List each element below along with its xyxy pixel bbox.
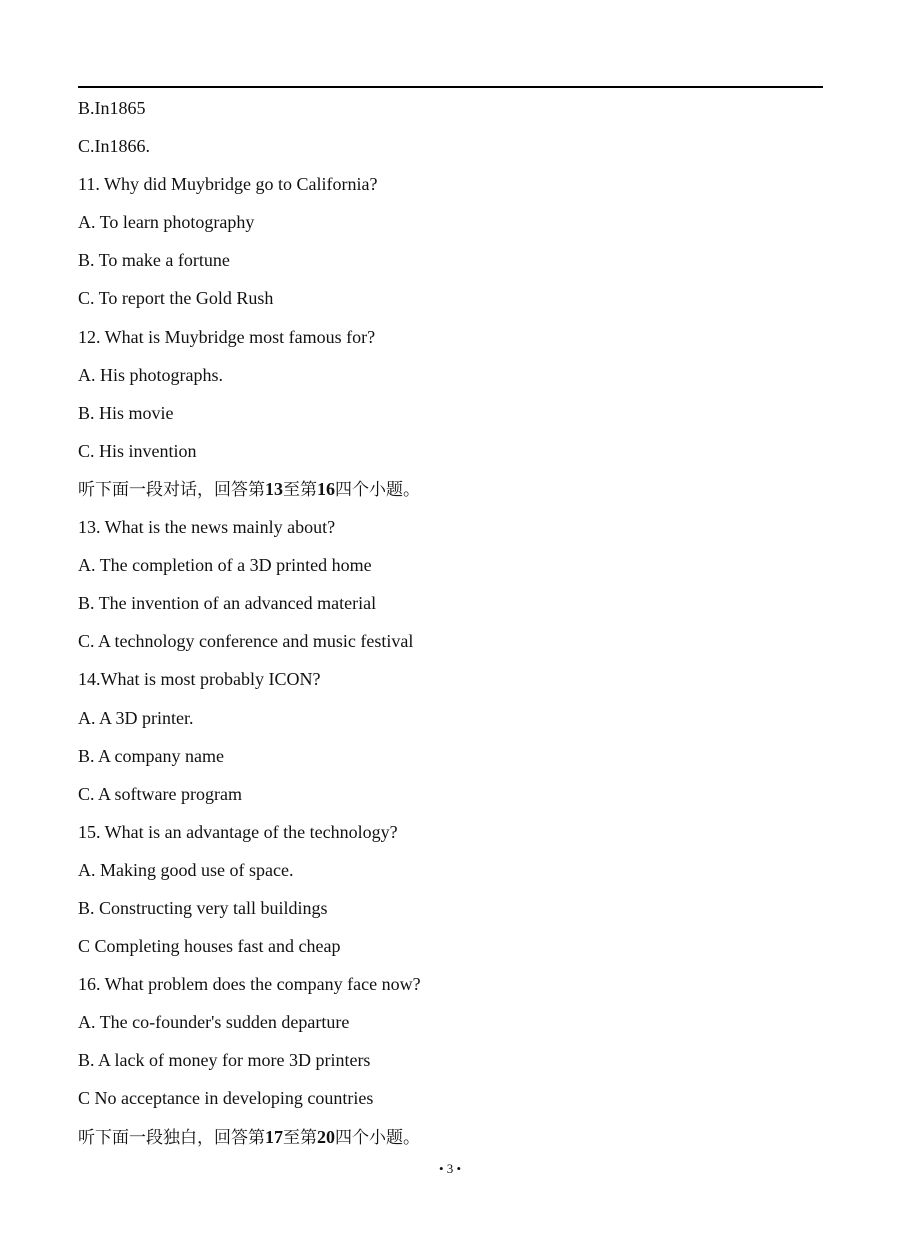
- option-line: A. His photographs.: [78, 364, 223, 385]
- option-line: B.In1865: [78, 98, 146, 118]
- option-line: B. Constructing very tall buildings: [78, 897, 328, 918]
- option-line: C Completing houses fast and cheap: [78, 936, 341, 957]
- question-line: 11. Why did Muybridge go to California?: [78, 174, 378, 195]
- option-line: A. The co-founder's sudden departure: [78, 1012, 350, 1033]
- option-line: A. To learn photography: [78, 212, 255, 233]
- option-line: A. The completion of a 3D printed home: [78, 555, 372, 576]
- question-list: [78, 95, 838, 1162]
- option-line: C No acceptance in developing countries: [78, 1088, 374, 1109]
- option-line: C.In1866.: [78, 136, 150, 157]
- section-instruction: [78, 476, 838, 514]
- option-line: C. A software program: [78, 783, 242, 804]
- instruction-number: 16: [317, 478, 335, 499]
- instruction-number: 20: [317, 1126, 335, 1147]
- question-line: 14.What is most probably ICON?: [78, 669, 321, 690]
- section-instruction: [78, 1124, 838, 1162]
- option-line: A. A 3D printer.: [78, 707, 194, 728]
- option-line: B. To make a fortune: [78, 250, 230, 271]
- question-line: 12. What is Muybridge most famous for?: [78, 326, 376, 347]
- option-line: C. To report the Gold Rush: [78, 288, 274, 309]
- instruction-text: 四个小题。: [335, 479, 420, 500]
- instruction-text: 至第: [283, 479, 317, 500]
- instruction-text: 四个小题。: [335, 1127, 420, 1148]
- instruction-text: 听下面一段对话，回答第: [78, 479, 265, 500]
- instruction-text: 至第: [283, 1127, 317, 1148]
- header-rule: [78, 86, 823, 88]
- question-line: 13. What is the news mainly about?: [78, 517, 336, 538]
- option-line: B. A company name: [78, 745, 224, 766]
- option-line: B. His movie: [78, 402, 174, 423]
- instruction-number: 13: [265, 478, 283, 499]
- instruction-number: 17: [265, 1126, 283, 1147]
- page-number: • 3 •: [438, 1161, 462, 1176]
- option-line: C. His invention: [78, 440, 197, 461]
- option-line: B. The invention of an advanced material: [78, 593, 377, 614]
- option-line: C. A technology conference and music festival: [78, 631, 414, 652]
- option-line: B. A lack of money for more 3D printers: [78, 1050, 371, 1071]
- question-line: 15. What is an advantage of the technology?: [78, 821, 398, 842]
- instruction-text: 听下面一段独白，回答第: [78, 1127, 265, 1148]
- question-line: 16. What problem does the company face now?: [78, 974, 421, 995]
- option-line: A. Making good use of space.: [78, 859, 294, 880]
